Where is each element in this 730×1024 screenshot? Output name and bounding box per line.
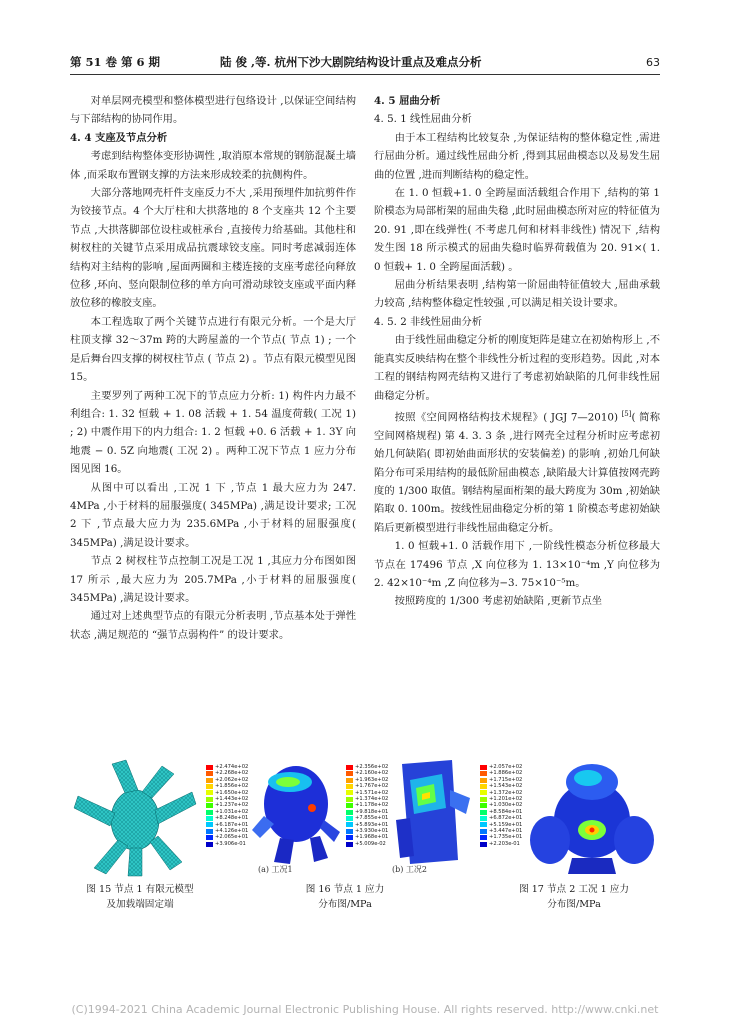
paragraph: 1. 0 恒载+1. 0 活载作用下 ,一阶线性模态分析位移最大节点在 17496 节点 ,X 向位移为 1. 13×10⁻⁴m ,Y 向位移为 2. 42×10⁻⁴m ,Z 向位移为−3. 75×10⁻⁵m。 — [374, 540, 660, 589]
legend-swatch — [480, 803, 487, 808]
paragraph: 由于本工程结构比较复杂 ,为保证结构的整体稳定性 ,需进行屈曲分析。通过线性屈曲分析 ,得到其屈曲模态以及易发生屈曲的位置 ,进而判断结构的稳定性。 — [374, 131, 660, 181]
legend-swatch — [206, 771, 213, 776]
paragraph: 大部分落地网壳杆件支座反力不大 ,采用预埋件加抗剪件作为铰接节点。4 个大厅柱和大拱落地的 8 个支座共 12 个主要节点 ,大拱落脚部位设柱或桩承台 ,直接传力给基础。其他柱和树杈柱的关键节点采用成品抗震球铰支座。同时考虑减弱连体结构对主结构的影响 ,屋面两圈和主楼连接的支座考虑径向释放位移 ,环向、竖向限制位移的单方向可滑动球铰支座或平面内释放位移的橡胶支座。 — [70, 187, 356, 310]
legend-value: +1.031e+02 — [215, 808, 249, 815]
paragraph: 本工程选取了两个关键节点进行有限元分析。一个是大厅柱顶支撑 32～37m 跨的大跨屋盖的一个节点( 节点 1) ; 一个是后舞台四支撑的树杈柱节点 ( 节点 2) 。节点有限元模型见图 15。 — [70, 315, 356, 384]
fig15-caption — [70, 882, 210, 912]
right-column — [374, 92, 660, 611]
legend-value: +1.767e+02 — [355, 783, 389, 790]
legend-swatch — [480, 822, 487, 827]
legend-swatch — [206, 829, 213, 834]
running-header — [70, 52, 660, 75]
citation-ref[interactable]: [5] — [621, 409, 632, 418]
legend-value: +3.447e+01 — [489, 828, 523, 835]
legend-swatch — [346, 842, 353, 847]
left-column — [70, 92, 356, 644]
legend-swatch — [346, 784, 353, 789]
legend-value: +6.872e+01 — [489, 815, 523, 822]
legend-value: +1.201e+02 — [489, 796, 523, 803]
legend-entry — [206, 841, 248, 847]
legend-swatch — [480, 816, 487, 821]
legend-value: +5.159e+01 — [489, 821, 523, 828]
journal-volume: 第 51 卷 第 6 期 — [70, 55, 161, 69]
legend-value: +5.009e-02 — [355, 840, 386, 847]
page-number: 63 — [646, 56, 660, 69]
paragraph: 主要罗列了两种工况下的节点应力分析: 1) 构件内力最不利组合: 1. 32 恒载 + 1. 08 活载 + 1. 54 温度荷载( 工况 1) ; 2) 中震作用下的内力组合: 1. 2 恒载 +0. 6 活载 + 1. 3Y 向地震 − 0. 5Z 向地震( 工况 2) 。两种工况下节点 1 应力分布图见图 16。 — [70, 389, 356, 476]
legend-swatch — [346, 765, 353, 770]
legend-value: +8.248e+01 — [215, 815, 249, 822]
legend-swatch — [480, 835, 487, 840]
legend-value: +2.268e+02 — [215, 770, 249, 777]
section-heading-4-5-2: 4. 5. 2 非线性屈曲分析 — [374, 315, 483, 328]
article-title-header: 陆 俊 ,等. 杭州下沙大剧院结构设计重点及难点分析 — [220, 55, 482, 69]
legend-swatch — [480, 810, 487, 815]
legend-value: +2.062e+02 — [215, 776, 249, 783]
legend-swatch — [206, 778, 213, 783]
legend-swatch — [480, 842, 487, 847]
paragraph: 通过对上述典型节点的有限元分析表明 ,节点基本处于弹性状态 ,满足规范的 “强节点弱构件” 的设计要求。 — [70, 610, 356, 641]
legend-value: +1.968e+01 — [355, 834, 389, 841]
legend-swatch — [346, 829, 353, 834]
legend-swatch — [346, 822, 353, 827]
legend-value: +1.571e+02 — [355, 789, 389, 796]
legend-swatch — [206, 790, 213, 795]
section-heading-4-4: 4. 4 支座及节点分析 — [70, 131, 168, 144]
legend-swatch — [480, 784, 487, 789]
section-heading-4-5: 4. 5 屈曲分析 — [374, 95, 441, 107]
legend-value: +1.237e+02 — [215, 802, 249, 809]
legend-value: +2.203e-01 — [489, 840, 520, 847]
legend-value: +1.443e+02 — [215, 796, 249, 803]
legend-value: +1.650e+02 — [215, 789, 249, 796]
legend-swatch — [480, 771, 487, 776]
fig17-caption-line1: 图 17 节点 2 工况 1 应力 — [519, 884, 629, 895]
legend-value: +1.178e+02 — [355, 802, 389, 809]
fig16a-sublabel: (a) 工况1 — [258, 865, 293, 874]
fig16-caption-line2: 分布图/MPa — [318, 899, 372, 910]
legend-value: +1.374e+02 — [355, 796, 389, 803]
paragraph — [374, 405, 660, 537]
legend-value: +3.930e+01 — [355, 828, 389, 835]
paragraph-text: ( 简称空间网格规程) 第 4. 3. 3 条 ,进行网壳全过程分析时应考虑初始几何缺陷( 即初始曲面形状的安装偏差) 的影响 ,初始几何缺陷分布可采用结构的最低阶屈曲模态 ,缺陷最大计算值按网壳跨度的 1/300 取值。钢结构屋面桁架的最大跨度为 30m ,初始缺陷取 0. 100m。按线性屈曲稳定分析的第 1 阶模态考虑初始缺陷后更新模型进行非线性屈曲稳定分析。 — [374, 411, 661, 534]
legend-swatch — [346, 803, 353, 808]
legend-value: +1.856e+02 — [215, 783, 249, 790]
fig16-caption-line1: 图 16 节点 1 应力 — [305, 884, 385, 895]
fig16b-stress-contour — [392, 760, 472, 865]
legend-swatch — [206, 765, 213, 770]
paragraph: 考虑到结构整体变形协调性 ,取消原本常规的钢筋混凝土墙体 ,而采取布置钢支撑的方法来形成较柔的抗侧构件。 — [70, 150, 356, 181]
legend-swatch — [346, 797, 353, 802]
figure-strip — [70, 758, 662, 908]
legend-value: +1.735e+01 — [489, 834, 523, 841]
fig15-caption-line1: 图 15 节点 1 有限元模型 — [86, 884, 194, 895]
legend-swatch — [206, 803, 213, 808]
legend-value: +1.543e+02 — [489, 783, 523, 790]
legend-value: +4.126e+01 — [215, 828, 249, 835]
legend-value: +2.057e+02 — [489, 764, 523, 770]
legend-swatch — [480, 765, 487, 770]
legend-value: +7.855e+01 — [355, 815, 389, 822]
legend-swatch — [480, 790, 487, 795]
legend-value: +8.584e+01 — [489, 808, 523, 815]
legend-entry — [480, 841, 522, 847]
fig16b-legend — [346, 764, 388, 847]
legend-entry — [346, 841, 388, 847]
legend-swatch — [480, 797, 487, 802]
copyright-footer: (C)1994-2021 China Academic Journal Electronic Publishing House. All rights reserved. http://www.cnki.net — [71, 1003, 659, 1016]
legend-value: +2.065e+01 — [215, 834, 249, 841]
section-heading-4-5-1: 4. 5. 1 线性屈曲分析 — [374, 113, 472, 126]
legend-swatch — [206, 810, 213, 815]
legend-swatch — [346, 810, 353, 815]
paragraph: 在 1. 0 恒载+1. 0 全跨屋面活载组合作用下 ,结构的第 1 阶模态为局部桁架的屈曲失稳 ,此时屈曲模态所对应的特征值为 20. 91 ,即在线弹性( 不考虑几何和材料非线性) 情况下 ,结构发生图 18 所示模式的屈曲失稳时临界荷载值为 20. 91×( 1. 0 恒载+ 1. 0 全跨屋面活载) 。 — [374, 187, 660, 273]
legend-value: +1.886e+02 — [489, 770, 523, 777]
legend-swatch — [346, 778, 353, 783]
legend-value: +1.030e+02 — [489, 802, 523, 809]
fig17-caption — [494, 882, 654, 912]
legend-value: +2.474e+02 — [215, 764, 249, 770]
legend-value: +9.818e+01 — [355, 808, 389, 815]
paragraph: 由于线性屈曲稳定分析的刚度矩阵是建立在初始构形上 ,不能真实反映结构在整个非线性分析过程的变形趋势。因此 ,对本工程的钢结构网壳结构又进行了考虑初始缺陷的几何非线性屈曲稳定分析。 — [374, 334, 660, 402]
legend-swatch — [206, 835, 213, 840]
paragraph: 按照跨度的 1/300 考虑初始缺陷 ,更新节点坐 — [394, 595, 603, 608]
legend-value: +1.963e+02 — [355, 776, 389, 783]
fig16-caption — [275, 882, 415, 912]
legend-swatch — [346, 816, 353, 821]
fig17-stress-contour — [528, 758, 662, 876]
legend-value: +2.356e+02 — [355, 764, 389, 770]
legend-value: +3.906e-01 — [215, 840, 246, 847]
legend-swatch — [346, 835, 353, 840]
legend-value: +5.893e+01 — [355, 821, 389, 828]
fig17-legend — [480, 764, 522, 847]
fig17-caption-line2: 分布图/MPa — [547, 899, 601, 910]
legend-value: +2.160e+02 — [355, 770, 389, 777]
legend-swatch — [206, 797, 213, 802]
legend-swatch — [206, 816, 213, 821]
legend-value: +6.187e+01 — [215, 821, 249, 828]
legend-swatch — [480, 778, 487, 783]
fig15-fe-model — [70, 758, 200, 878]
legend-swatch — [346, 790, 353, 795]
paragraph: 屈曲分析结果表明 ,结构第一阶屈曲特征值较大 ,屈曲承载力较高 ,结构整体稳定性较强 ,可以满足相关设计要求。 — [374, 279, 660, 310]
legend-value: +1.372e+02 — [489, 789, 523, 796]
legend-value: +1.715e+02 — [489, 776, 523, 783]
paragraph: 从图中可以看出 ,工况 1 下 ,节点 1 最大应力为 247. 4MPa ,小于材料的屈服强度( 345MPa) ,满足设计要求; 工况 2 下 ,节点最大应力为 235.6MPa ,小于材料的屈服强度( 345MPa) ,满足设计要求。 — [70, 481, 356, 549]
paragraph: 节点 2 树杈柱节点控制工况是工况 1 ,其应力分布图如图 17 所示 ,最大应力为 205.7MPa ,小于材料的屈服强度( 345MPa) ,满足设计要求。 — [70, 555, 356, 604]
fig15-caption-line2: 及加载端固定端 — [106, 899, 174, 910]
legend-swatch — [206, 784, 213, 789]
paragraph-text: 按照《空间网格结构技术规程》( JGJ 7—2010) — [394, 411, 622, 424]
paragraph: 对单层网壳模型和整体模型进行包络设计 ,以保证空间结构与下部结构的协同作用。 — [70, 95, 356, 126]
fig16a-legend — [206, 764, 248, 847]
legend-swatch — [480, 829, 487, 834]
legend-swatch — [206, 842, 213, 847]
legend-swatch — [346, 771, 353, 776]
fig16a-stress-contour — [250, 760, 342, 865]
fig16b-sublabel: (b) 工况2 — [392, 865, 427, 874]
legend-swatch — [206, 822, 213, 827]
